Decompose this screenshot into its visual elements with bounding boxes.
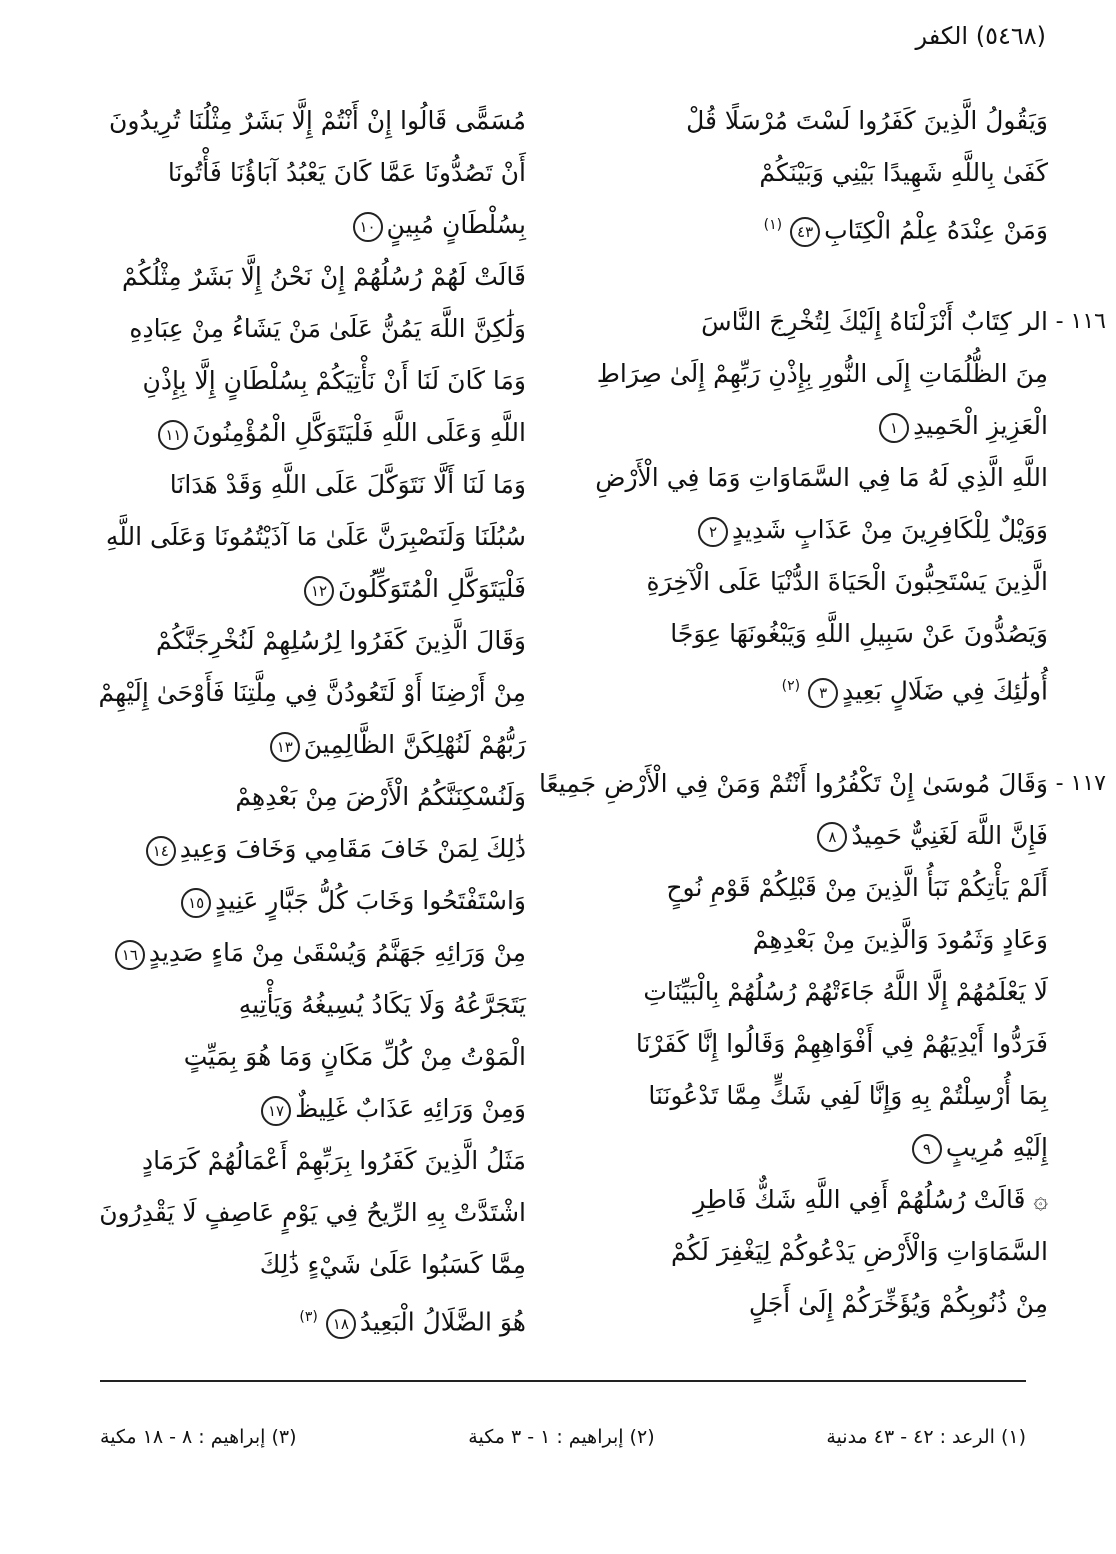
verse-line bbox=[588, 810, 1048, 862]
verse-line bbox=[588, 914, 1048, 966]
verse-line bbox=[66, 251, 526, 303]
ayah-number-marker: ٨ bbox=[817, 822, 847, 852]
verse-text: أَنْ تَصُدُّونَا عَمَّا كَانَ يَعْبُدُ آبَاؤُنَا فَأْتُونَا bbox=[167, 158, 526, 187]
verse-line bbox=[66, 303, 526, 355]
ayah-number-marker: ٢ bbox=[698, 517, 728, 547]
verse-line bbox=[66, 667, 526, 719]
verse-text: بِمَا أُرْسِلْتُمْ بِهِ وَإِنَّا لَفِي شَكٍّ مِمَّا تَدْعُونَنَا bbox=[648, 1080, 1048, 1110]
verse-text: إِلَيْهِ مُرِيبٍ bbox=[945, 1132, 1048, 1162]
footnote-reference: (٢) bbox=[781, 678, 801, 695]
verse-line bbox=[66, 1291, 526, 1348]
verse-line bbox=[66, 407, 526, 459]
verse-line bbox=[66, 1239, 526, 1291]
footnote-divider bbox=[100, 1380, 1026, 1382]
verse-text: الَّذِينَ يَسْتَحِبُّونَ الْحَيَاةَ الدُّنْيَا عَلَى الْآخِرَةِ bbox=[646, 567, 1048, 597]
verse-text: وَقَالَ مُوسَىٰ إِنْ تَكْفُرُوا أَنْتُمْ وَمَنْ فِي الْأَرْضِ جَمِيعًا bbox=[539, 768, 1048, 798]
verse-line bbox=[588, 608, 1048, 660]
ayah-number-marker: ١٤ bbox=[146, 836, 176, 866]
verse-lines bbox=[539, 758, 1048, 1330]
ayah-number-marker: ٣ bbox=[808, 678, 838, 708]
verse-line bbox=[588, 504, 1048, 556]
verse-text: الر كِتَابٌ أَنْزَلْنَاهُ إِلَيْكَ لِتُخْرِجَ النَّاسَ bbox=[701, 307, 1048, 337]
verse-line bbox=[66, 147, 526, 199]
verse-line bbox=[66, 355, 526, 407]
footnote: (٣) إبراهيم : ٨ - ١٨ مكية bbox=[100, 1426, 297, 1448]
verse-line bbox=[588, 1018, 1048, 1070]
verse-line bbox=[66, 927, 526, 979]
verse-line bbox=[66, 719, 526, 771]
verse-text: هُوَ الضَّلَالُ الْبَعِيدُ bbox=[359, 1307, 526, 1337]
verse-line bbox=[66, 615, 526, 667]
verse-text: وَمِنْ وَرَائِهِ عَذَابٌ غَلِيظٌ bbox=[295, 1094, 526, 1123]
verse-lines bbox=[588, 95, 1048, 256]
verse-text: كَفَىٰ بِاللَّهِ شَهِيدًا بَيْنِي وَبَيْنَكُمْ bbox=[759, 158, 1048, 187]
footnotes bbox=[100, 1426, 1026, 1448]
verse-line bbox=[588, 556, 1048, 608]
ayah-number-marker: ١٨ bbox=[326, 1309, 356, 1339]
ayah-number-marker: ١٥ bbox=[181, 888, 211, 918]
right-column bbox=[539, 95, 1106, 1330]
verse-text: وَوَيْلٌ لِلْكَافِرِينَ مِنْ عَذَابٍ شَدِيدٍ bbox=[732, 515, 1048, 545]
verse-text: وَلَٰكِنَّ اللَّهَ يَمُنُّ عَلَىٰ مَنْ يَشَاءُ مِنْ عِبَادِهِ bbox=[129, 314, 526, 343]
ayah-number-marker: ١ bbox=[879, 413, 909, 443]
verse-text: اللَّهِ وَعَلَى اللَّهِ فَلْيَتَوَكَّلِ الْمُؤْمِنُونَ bbox=[192, 418, 526, 447]
verse-text: رَبُّهُمْ لَنُهْلِكَنَّ الظَّالِمِينَ bbox=[303, 730, 526, 759]
footnote: (١) الرعد : ٤٢ - ٤٣ مدنية bbox=[826, 1426, 1026, 1448]
verse-text: الْمَوْتُ مِنْ كُلِّ مَكَانٍ وَمَا هُوَ بِمَيِّتٍ bbox=[183, 1042, 526, 1071]
verse-text: فَرَدُّوا أَيْدِيَهُمْ فِي أَفْوَاهِهِمْ وَقَالُوا إِنَّا كَفَرْنَا bbox=[635, 1028, 1048, 1058]
verse-text: وَمَا لَنَا أَلَّا نَتَوَكَّلَ عَلَى اللَّهِ وَقَدْ هَدَانَا bbox=[169, 470, 526, 499]
ayah-number-marker: ١٧ bbox=[261, 1096, 291, 1126]
verse-text: وَيَقُولُ الَّذِينَ كَفَرُوا لَسْتَ مُرْسَلًا قُلْ bbox=[686, 106, 1048, 135]
verse-line bbox=[539, 758, 1048, 810]
verse-line bbox=[66, 1135, 526, 1187]
verse-text: اشْتَدَّتْ بِهِ الرِّيحُ فِي يَوْمٍ عَاصِفٍ لَا يَقْدِرُونَ bbox=[99, 1198, 526, 1227]
verse-text: مِنْ وَرَائِهِ جَهَنَّمُ وَيُسْقَىٰ مِنْ مَاءٍ صَدِيدٍ bbox=[148, 938, 526, 967]
verse-line bbox=[588, 1070, 1048, 1122]
ayah-number-marker: ١١ bbox=[158, 420, 188, 450]
ayah-number-marker: ١٦ bbox=[115, 940, 145, 970]
verse-text: سُبُلَنَا وَلَنَصْبِرَنَّ عَلَىٰ مَا آذَيْتُمُونَا وَعَلَى اللَّهِ bbox=[105, 522, 526, 551]
verse-text: السَّمَاوَاتِ وَالْأَرْضِ يَدْعُوكُمْ لِيَغْفِرَ لَكُمْ bbox=[670, 1236, 1048, 1266]
verse-text: الْعَزِيزِ الْحَمِيدِ bbox=[913, 411, 1048, 441]
verse-text: ۞ قَالَتْ رُسُلُهُمْ أَفِي اللَّهِ شَكٌّ فَاطِرِ bbox=[693, 1184, 1048, 1214]
verse-text: وَمَنْ عِنْدَهُ عِلْمُ الْكِتَابِ bbox=[824, 215, 1048, 245]
verse-lines bbox=[66, 95, 526, 1348]
page-header bbox=[915, 22, 1046, 50]
verse-text: مُسَمًّى قَالُوا إِنْ أَنْتُمْ إِلَّا بَشَرٌ مِثْلُنَا تُرِيدُونَ bbox=[109, 106, 526, 135]
verse-line bbox=[66, 1031, 526, 1083]
verse-text: مِنْ أَرْضِنَا أَوْ لَتَعُودُنَّ فِي مِلَّتِنَا فَأَوْحَىٰ إِلَيْهِمْ bbox=[98, 678, 526, 707]
verse-text: وَلَنُسْكِنَنَّكُمُ الْأَرْضَ مِنْ بَعْدِهِمْ bbox=[235, 782, 526, 811]
verse-line bbox=[588, 452, 1048, 504]
verse-line bbox=[588, 1174, 1048, 1226]
verse-text: ذَٰلِكَ لِمَنْ خَافَ مَقَامِي وَخَافَ وَعِيدِ bbox=[179, 834, 526, 863]
verse-line bbox=[66, 771, 526, 823]
verse-line bbox=[588, 296, 1048, 348]
verse-text: اللَّهِ الَّذِي لَهُ مَا فِي السَّمَاوَاتِ وَمَا فِي الْأَرْضِ bbox=[595, 463, 1048, 493]
verse-lines bbox=[588, 296, 1048, 717]
verse-line bbox=[588, 1226, 1048, 1278]
ayah-number-marker: ١٢ bbox=[304, 576, 334, 606]
verse-line bbox=[66, 1187, 526, 1239]
verse-text: بِسُلْطَانٍ مُبِينٍ bbox=[386, 210, 526, 239]
verse-text: مِمَّا كَسَبُوا عَلَىٰ شَيْءٍ ذَٰلِكَ bbox=[259, 1250, 526, 1279]
verse-text: وَاسْتَفْتَحُوا وَخَابَ كُلُّ جَبَّارٍ عَنِيدٍ bbox=[215, 886, 526, 915]
verse-line bbox=[588, 660, 1048, 717]
page-title: (٥٤٦٨) الكفر bbox=[915, 22, 1046, 50]
verse-block bbox=[539, 758, 1106, 1330]
verse-text: أَلَمْ يَأْتِكُمْ نَبَأُ الَّذِينَ مِنْ قَبْلِكُمْ قَوْمِ نُوحٍ bbox=[666, 872, 1048, 902]
ayah-number-marker: ١٣ bbox=[270, 732, 300, 762]
verse-block bbox=[588, 95, 1048, 256]
verse-line bbox=[588, 348, 1048, 400]
verse-line bbox=[588, 1122, 1048, 1174]
verse-line bbox=[66, 979, 526, 1031]
verse-text: وَقَالَ الَّذِينَ كَفَرُوا لِرُسُلِهِمْ لَنُخْرِجَنَّكُمْ bbox=[156, 626, 526, 655]
footnote-reference: (٣) bbox=[299, 1309, 318, 1325]
entry-number: ١١٦ - bbox=[1055, 309, 1106, 335]
verse-line bbox=[66, 875, 526, 927]
verse-line bbox=[66, 823, 526, 875]
verse-block bbox=[588, 296, 1106, 717]
verse-text: أُولَٰئِكَ فِي ضَلَالٍ بَعِيدٍ bbox=[842, 676, 1048, 706]
verse-line bbox=[588, 862, 1048, 914]
verse-line bbox=[66, 199, 526, 251]
verse-line bbox=[588, 95, 1048, 147]
verse-text: وَمَا كَانَ لَنَا أَنْ نَأْتِيَكُمْ بِسُلْطَانٍ إِلَّا بِإِذْنِ bbox=[142, 366, 526, 395]
verse-line bbox=[66, 1083, 526, 1135]
verse-line bbox=[66, 95, 526, 147]
verse-line bbox=[588, 147, 1048, 199]
ayah-number-marker: ٩ bbox=[912, 1134, 942, 1164]
verse-text: مِنْ ذُنُوبِكُمْ وَيُؤَخِّرَكُمْ إِلَىٰ أَجَلٍ bbox=[748, 1288, 1048, 1318]
verse-text: لَا يَعْلَمُهُمْ إِلَّا اللَّهُ جَاءَتْهُمْ رُسُلُهُمْ بِالْبَيِّنَاتِ bbox=[643, 976, 1048, 1006]
verse-text: فَلْيَتَوَكَّلِ الْمُتَوَكِّلُونَ bbox=[338, 574, 526, 603]
footnote-reference: (١) bbox=[763, 217, 783, 233]
verse-line bbox=[588, 1278, 1048, 1330]
verse-text: وَعَادٍ وَثَمُودَ وَالَّذِينَ مِنْ بَعْدِهِمْ bbox=[752, 924, 1048, 954]
verse-text: مِنَ الظُّلُمَاتِ إِلَى النُّورِ بِإِذْنِ رَبِّهِمْ إِلَىٰ صِرَاطِ bbox=[596, 359, 1048, 389]
ayah-number-marker: ٤٣ bbox=[790, 217, 820, 247]
entry-number: ١١٧ - bbox=[1055, 770, 1106, 796]
verse-text: مَثَلُ الَّذِينَ كَفَرُوا بِرَبِّهِمْ أَعْمَالُهُمْ كَرَمَادٍ bbox=[141, 1146, 526, 1175]
verse-text: فَإِنَّ اللَّهَ لَغَنِيٌّ حَمِيدٌ bbox=[851, 820, 1048, 850]
left-column bbox=[66, 95, 526, 1348]
verse-line bbox=[66, 563, 526, 615]
verse-line bbox=[66, 511, 526, 563]
ayah-number-marker: ١٠ bbox=[353, 212, 383, 242]
footnote: (٢) إبراهيم : ١ - ٣ مكية bbox=[468, 1426, 655, 1448]
verse-line bbox=[66, 459, 526, 511]
verse-text: يَتَجَرَّعُهُ وَلَا يَكَادُ يُسِيغُهُ وَيَأْتِيهِ bbox=[238, 990, 526, 1019]
verse-text: وَيَصُدُّونَ عَنْ سَبِيلِ اللَّهِ وَيَبْغُونَهَا عِوَجًا bbox=[670, 619, 1048, 649]
verse-line bbox=[588, 400, 1048, 452]
verse-line bbox=[588, 966, 1048, 1018]
verse-line bbox=[588, 199, 1048, 256]
verse-text: قَالَتْ لَهُمْ رُسُلُهُمْ إِنْ نَحْنُ إِلَّا بَشَرٌ مِثْلُكُمْ bbox=[122, 262, 526, 291]
